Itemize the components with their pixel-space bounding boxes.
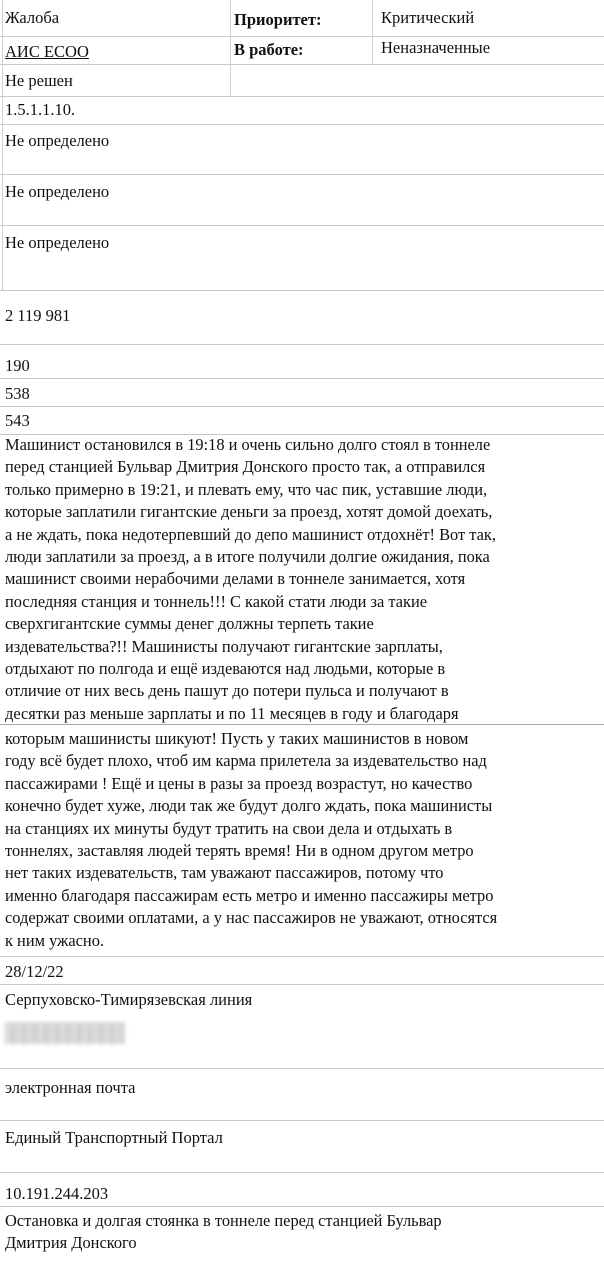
text-line: отдыхают по полгода и ещё издеваются над людьми, которые в	[5, 659, 446, 679]
portal-value: Единый Транспортный Портал	[5, 1128, 223, 1147]
text-line: Машинист остановился в 19:18 и очень сильно долго стоял в тоннеле	[5, 435, 491, 454]
redacted-field	[5, 1022, 125, 1044]
divider	[372, 0, 373, 64]
date-value: 28/12/22	[5, 962, 64, 981]
text-line: издевательства?!! Машинисты получают гигантские зарплаты,	[5, 636, 443, 656]
complaint-text-part-1	[5, 434, 603, 725]
text-line: к ним ужасно.	[5, 930, 104, 950]
ip-address: 10.191.244.203	[5, 1184, 109, 1203]
text-line: десятки раз меньше зарплаты и по 11 месяцев в году и благодаря	[5, 703, 459, 723]
text-line: люди заплатили за проезд, а в итоге получили долгие ожидания, пока	[5, 547, 490, 567]
assignee-value: Неназначенные	[381, 38, 491, 57]
undefined-field-3: Не определено	[5, 233, 110, 252]
divider	[0, 64, 604, 65]
divider	[0, 225, 604, 226]
divider	[0, 96, 604, 97]
divider	[0, 344, 604, 345]
text-line: а не ждать, пока недотерпевший до депо машинист отдохнёт! Вот так,	[5, 524, 496, 544]
text-line: нет таких издевательств, там уважают пассажиров, потому что	[5, 863, 444, 883]
metro-line: Серпуховско-Тимирязевская линия	[5, 990, 253, 1009]
undefined-field-1: Не определено	[5, 131, 110, 150]
text-line: на станциях их минуты будут тратить на свои дела и отдыхать в	[5, 818, 453, 838]
subject-line: Остановка и долгая стоянка в тоннеле перед станцией Бульвар	[5, 1211, 442, 1230]
text-line: именно благодаря пассажирам есть метро и именно пассажиры метро	[5, 885, 494, 905]
text-line: содержат своими оплатами, а у нас пассажиров не уважают, относятся	[5, 908, 498, 928]
divider	[0, 124, 604, 125]
priority-value: Критический	[381, 8, 475, 27]
assignee-label: В работе:	[234, 40, 304, 59]
divider	[0, 290, 604, 291]
subject-line: Дмитрия Донского	[5, 1233, 137, 1253]
system-link[interactable]: АИС ЕСОО	[5, 42, 89, 61]
text-line: сверхгигантские суммы денег должны терпеть такие	[5, 614, 374, 634]
divider	[0, 984, 604, 985]
divider	[0, 1172, 604, 1173]
divider	[0, 406, 604, 407]
text-line: последняя станция и тоннель!!! С какой стати люди за такие	[5, 591, 428, 611]
text-line: только примерно в 19:21, и плевать ему, что час пик, уставшие люди,	[5, 479, 488, 499]
undefined-field-2: Не определено	[5, 182, 110, 201]
code-value-2: 538	[5, 384, 30, 403]
code-value-1: 190	[5, 356, 30, 375]
status-value: Не решен	[5, 71, 73, 90]
text-line: которые заплатили гигантские деньги за проезд, хотят домой доехать,	[5, 502, 493, 522]
text-line: году всё будет плохо, чтоб им карма прилетела за издевательство над	[5, 751, 487, 771]
text-line: тоннелях, заставляя людей терять время! Ни в одном другом метро	[5, 841, 474, 861]
document-type: Жалоба	[5, 8, 60, 27]
divider	[0, 1206, 604, 1207]
request-number: 2 119 981	[5, 306, 71, 325]
code-value-3: 543	[5, 411, 30, 430]
divider	[0, 378, 604, 379]
text-line: конечно будет хуже, люди так же будут долго ждать, пока машинисты	[5, 796, 493, 816]
priority-label: Приоритет:	[234, 10, 322, 29]
divider	[230, 0, 231, 96]
category-code: 1.5.1.1.10.	[5, 100, 76, 119]
text-line: которым машинисты шикуют! Пусть у таких машинистов в новом	[5, 729, 469, 748]
text-line: перед станцией Бульвар Дмитрия Донского просто так, а отправился	[5, 457, 486, 477]
complaint-subject	[5, 1210, 603, 1255]
divider	[0, 1120, 604, 1121]
divider	[0, 956, 604, 957]
text-line: машинист своими нерабочими делами в тоннеле занимается, хотя	[5, 569, 466, 589]
text-line: отличие от них весь день пашут до потери пульса и получают в	[5, 681, 449, 701]
divider	[0, 36, 604, 37]
page-break	[0, 724, 604, 725]
channel-value: электронная почта	[5, 1078, 136, 1097]
divider	[2, 0, 3, 290]
divider	[0, 174, 604, 175]
divider	[0, 1068, 604, 1069]
text-line: пассажирами ! Ещё и цены в разы за проезд возрастут, но качество	[5, 773, 473, 793]
complaint-text-part-2	[5, 728, 603, 952]
